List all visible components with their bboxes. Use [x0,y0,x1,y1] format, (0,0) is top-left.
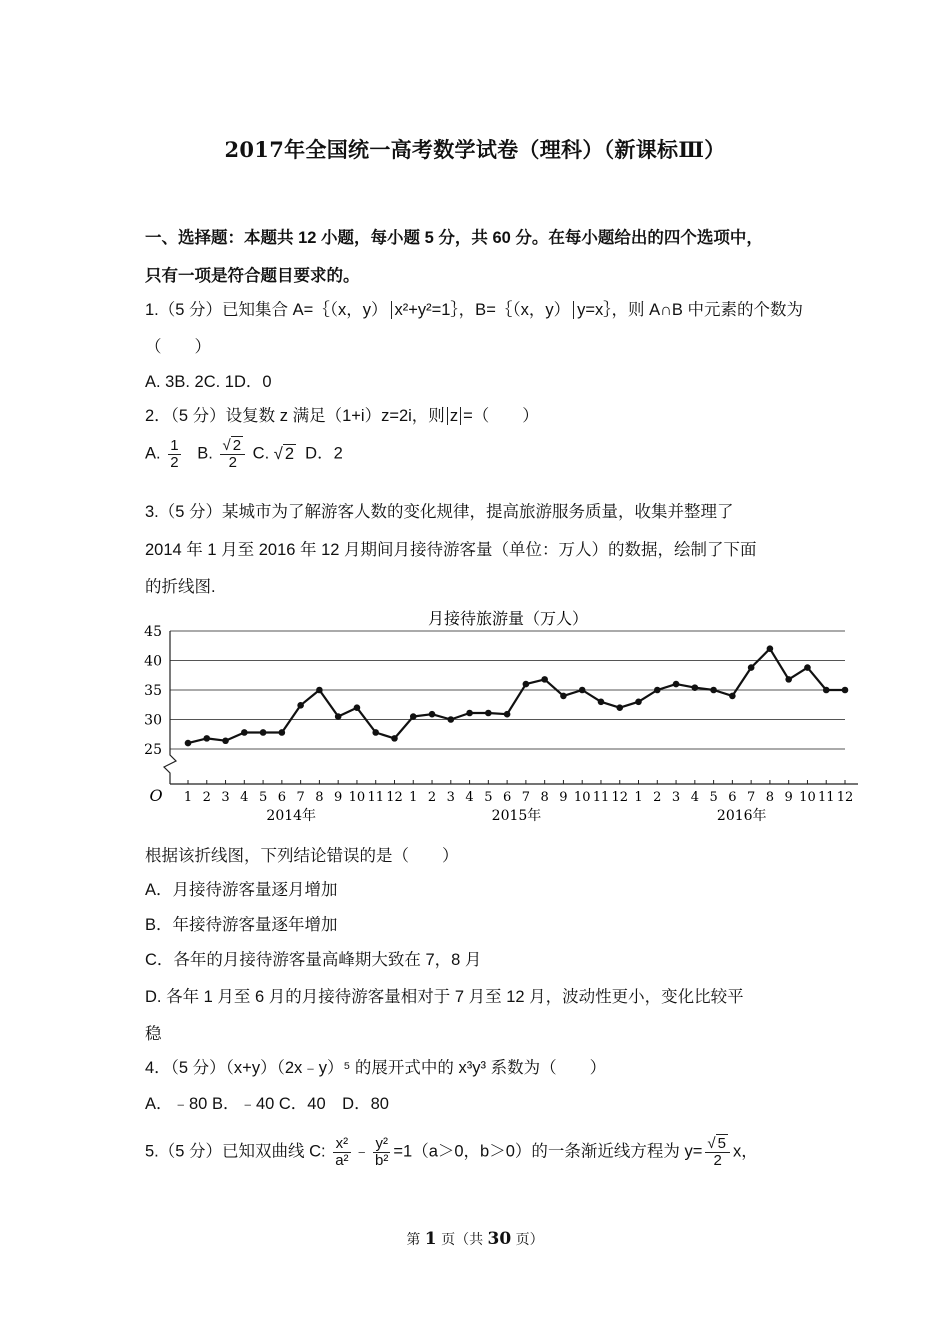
data-point [222,737,229,744]
data-point [241,729,248,736]
x-tick-label: 11 [367,790,384,805]
data-point [504,711,511,718]
q1-stem-b: x²+y²=1｝，B=｛（x，y） [394,301,571,319]
x-tick-label: 3 [671,790,681,805]
series-line [188,649,845,743]
data-point [654,687,661,694]
section-heading-line1: 一、选择题：本题共 12 小题，每小题 5 分，共 60 分。在每小题给出的四个选项中， [145,229,763,247]
x-tick-label: 12 [386,790,403,805]
data-point [260,729,267,736]
x-tick-label: 11 [817,790,835,805]
x-tick-label: 1 [634,790,643,805]
data-point [560,693,567,700]
x-tick-label: 6 [502,790,512,805]
data-point [748,664,755,671]
x-tick-label: 7 [747,790,756,805]
x-tick-label: 8 [540,790,549,805]
y-tick-label: 35 [144,683,162,699]
data-point [391,735,398,742]
q5-fraction-x: $\frac{\text{x²}}{\text{a²}}$ [335,1135,349,1169]
q3-option-c: C．各年的月接待游客量高峰期大致在 7，8 月 [145,951,482,969]
y-tick-label: 45 [144,624,162,640]
data-point [692,684,699,691]
x-tick-label: 5 [258,790,268,805]
x-tick-label: 6 [277,790,286,805]
data-point [429,711,436,718]
data-point [804,664,811,671]
q5-stem-a: 5.（5 分）已知双曲线 C: [145,1142,326,1161]
x-tick-label: 9 [784,790,793,805]
data-point [598,699,605,706]
data-point [635,699,642,706]
q3-question: 根据该折线图，下列结论错误的是（ ） [145,847,459,865]
x-tick-label: 8 [765,790,775,805]
q2-stem: 2．（5 分）设复数 z 满足（1+i）z=2i，则 [145,407,445,425]
x-tick-label: 10 [799,790,816,805]
data-point [354,704,361,711]
q2-stem-z: z [449,407,459,425]
x-tick-label: 12 [836,790,854,805]
x-tick-label: 6 [728,790,737,805]
data-point [579,687,586,694]
data-point [523,681,530,688]
x-tick-label: 2 [653,790,662,805]
x-tick-label: 9 [559,790,568,805]
data-point [448,716,455,723]
x-tick-label: 11 [592,790,610,805]
data-point [372,729,379,736]
x-tick-label: 9 [334,790,343,805]
question-4-stem: 4．（5 分）（x+y）（2x﹣y）⁵ 的展开式中的 x³y³ 系数为（ ） [145,1059,607,1077]
q5-fraction-y: $\frac{\text{y²}}{\text{b²}}$ [375,1135,389,1169]
year-label: 2015年 [491,808,542,824]
q1-options: A. 3B. 2C. 1D．0 [145,373,272,391]
q2-option-a-label: A. [145,444,161,463]
q3-stem-line1: 3.（5 分）某城市为了解游客人数的变化规律，提高旅游服务质量，收集并整理了 [145,503,734,521]
x-tick-label: 4 [465,790,474,805]
page-number: 1 [424,1229,437,1249]
x-tick-label: 10 [348,790,366,805]
page-total: 30 [487,1229,512,1249]
data-point [297,702,304,709]
page-footer: 第 1 页（共 30 页） [406,1229,544,1249]
page-title: 2017年全国统一高考数学试卷（理科）（新课标Ⅲ） [224,137,726,162]
data-point [710,687,717,694]
x-tick-label: 5 [484,790,493,805]
question-2-stem [145,402,539,426]
q3-stem-line2: 2014 年 1 月至 2016 年 12 月期间月接待游客量（单位：万人）的数据，绘制了下面 [145,541,757,559]
data-point [203,735,210,742]
q2-option-b-fraction: $\frac{√ 2}{2}$ [220,438,245,471]
q2-option-b-label: B. [197,444,213,463]
q2-options [145,438,343,471]
data-point [616,704,623,711]
q2-option-c-label: C. [252,444,270,463]
x-tick-label: 10 [573,790,591,805]
data-point [842,687,849,694]
y-tick-label: 30 [144,712,162,729]
data-point [673,681,680,688]
x-tick-label: 7 [296,790,305,805]
x-tick-label: 4 [240,790,249,805]
data-point [466,710,473,717]
q4-options: A．﹣80 B．﹣40 C．40 D．80 [145,1095,389,1113]
question-1-stem [145,296,803,320]
q5-stem-b: =1（a＞0，b＞0）的一条渐近线方程为 y= [393,1142,703,1161]
data-point [316,687,323,694]
year-label: 2014年 [266,808,317,824]
x-tick-label: 1 [409,790,418,805]
q5-minus: ﹣ [353,1142,371,1161]
x-tick-label: 2 [202,790,211,805]
q2-stem-end: =（ ） [463,407,539,425]
x-tick-label: 2 [427,790,437,805]
x-tick-label: 4 [690,790,699,805]
data-point [785,676,792,683]
data-point [410,713,417,720]
q5-stem-c: x， [732,1142,758,1161]
q2-option-a-fraction: $\frac{1}{2}$ [170,437,179,471]
data-point [279,729,286,736]
q1-answer-paren: （ ） [145,338,211,356]
q3-option-b: B．年接待游客量逐年增加 [145,916,338,934]
origin-label: O [149,786,163,805]
x-tick-label: 5 [709,790,718,805]
q3-stem-line3: 的折线图. [145,578,216,596]
x-tick-label: 8 [315,790,324,805]
y-tick-label: 40 [144,653,162,670]
data-point [335,713,342,720]
q5-fraction-slope: $\frac{√ 5}{2}$ [705,1136,730,1169]
data-point [767,645,774,652]
data-point [729,693,736,700]
q3-option-d-line2: 稳 [145,1025,162,1043]
q1-stem-c: y=x｝，则 A∩B 中元素的个数为 [577,301,804,319]
chart-title: 月接待旅游量（万人） [427,609,589,628]
q2-option-d: D．2 [305,444,343,463]
section-heading-line2: 只有一项是符合题目要求的。 [145,267,360,285]
year-label: 2016年 [716,808,767,824]
q3-option-a: A．月接待游客量逐月增加 [145,881,338,899]
tourist-line-chart [0,600,950,840]
x-tick-label: 12 [611,790,629,805]
data-point [485,710,492,717]
x-tick-label: 3 [221,790,230,805]
data-point [185,740,192,747]
data-point [541,676,548,683]
x-tick-label: 7 [521,790,531,805]
y-tick-label: 25 [144,742,162,758]
x-tick-label: 1 [183,790,193,805]
q1-stem-a: 1.（5 分）已知集合 A=｛（x，y） [145,301,388,319]
data-point [823,687,830,694]
question-5-stem [145,1136,758,1169]
y-axis [164,631,176,784]
q3-option-d-line1: D. 各年 1 月至 6 月的月接待游客量相对于 7 月至 12 月，波动性更小，变化比较平 [145,988,744,1006]
q2-option-c-sqrt: √ 2 [273,444,294,463]
x-tick-label: 3 [446,790,455,805]
